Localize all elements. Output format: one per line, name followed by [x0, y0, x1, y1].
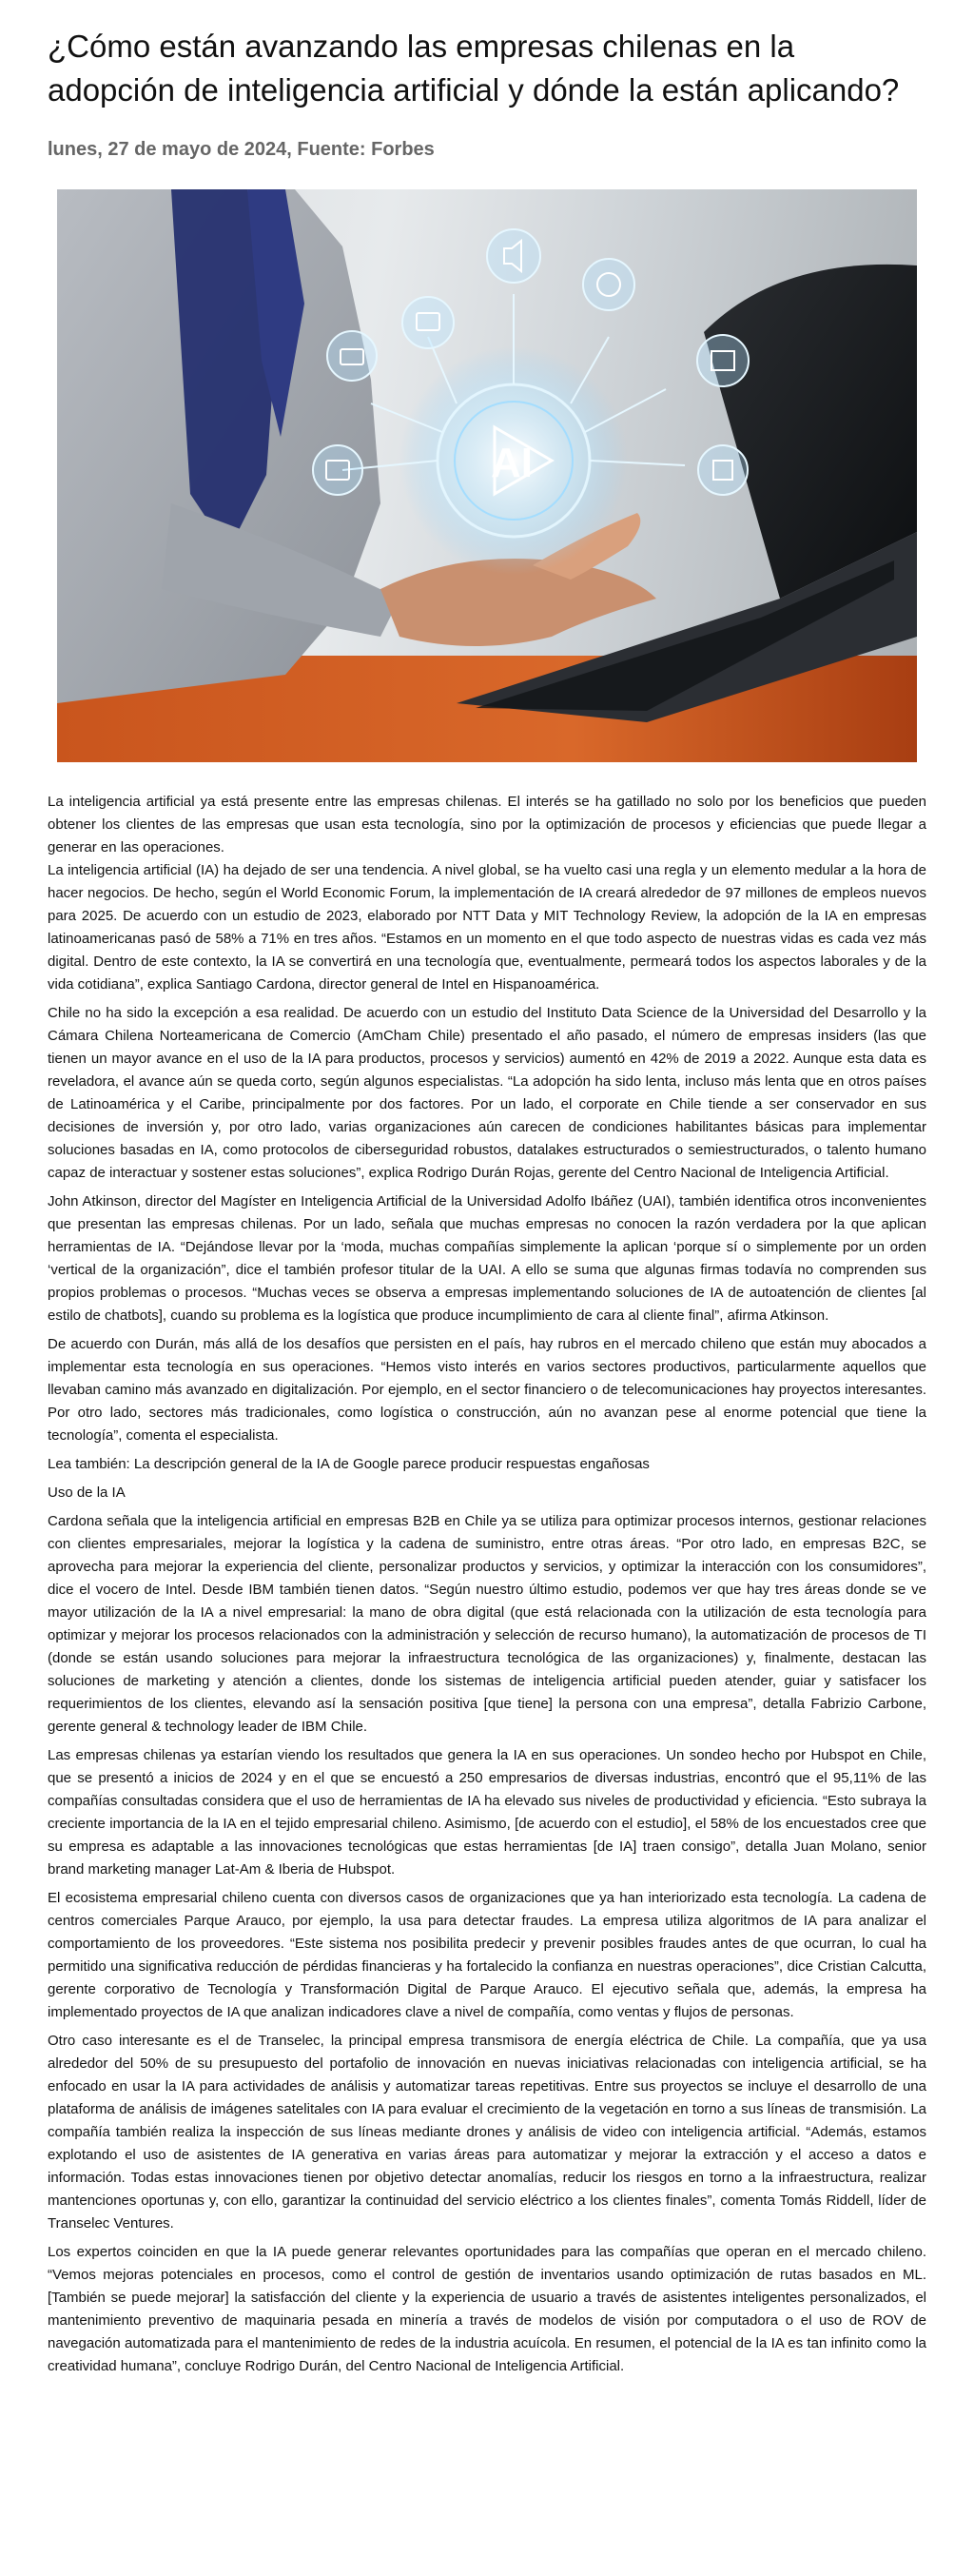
paragraph: La inteligencia artificial ya está presente entre las empresas chilenas. El interés se ha gatillado no solo por los beneficios que pueden obtener los clientes de las empresas que usan esta tecnología, sino por la optimización de procesos y eficiencias que puede llegar a generar en las operaciones. — [48, 794, 926, 855]
paragraph: La inteligencia artificial (IA) ha dejado de ser una tendencia. A nivel global, se ha vuelto casi una regla y un elemento medular a la hora de hacer negocios. De hecho, según el World Economic Forum, la implementación de IA creará alrededor de 97 millones de empleos nuevos para 2025. De acuerdo con un estudio de 2023, elaborado por NTT Data y MIT Technology Review, la adopción de la IA en empresas latinoamericanas pasó de 58% a 71% en tres años. “Estamos en un momento en el que todo aspecto de nuestras vidas es cada vez más digital. Dentro de este contexto, la IA se convertirá en una tecnología que, eventualmente, permeará todos los aspectos laborales y de la vida cotidiana”, explica Santiago Cardona, director general de Intel en Hispanoamérica. — [48, 862, 926, 993]
paragraph: John Atkinson, director del Magíster en Inteligencia Artificial de la Universidad Adolfo Ibáñez (UAI), también identifica otros inconvenientes que presentan las empresas chilenas. Por un lado, señala que muchas empresas no conocen la razón verdadera por la que aplican herramientas de IA. “Dejándose llevar por la ‘moda, muchas compañías simplemente la aplican ‘porque sí o simplemente por un orden ‘vertical de la organización”, dice el también profesor titular de la UAI. A ello se suma que algunas firmas todavía no comprenden sus propios problemas o procesos. “Muchas veces se observa a empresas implementando soluciones de IA de autoatención de clientes [al estilo de chatbots], cuando su problema es la logística que produce incumplimiento de cara al cliente final”, afirma Atkinson. — [48, 1193, 926, 1324]
paragraph: Los expertos coinciden en que la IA puede generar relevantes oportunidades para las compañías que operan en el mercado chileno. “Vemos mejoras potenciales en procesos, como el control de gestión de inventarios usando optimización de rutas basados en ML. [También se puede mejorar] la satisfacción del cliente y la experiencia de usuario a través de asistentes inteligentes personalizados, el mantenimiento preventivo de maquinaria pesada en minería a través de modelos de visión por computadora o el uso de ROV de navegación automatizada para el mantenimiento de redes de la industria acuícola. En resumen, el potencial de la IA es tan infinito como la creatividad humana”, concluye Rodrigo Durán, del Centro Nacional de Inteligencia Artificial. — [48, 2244, 926, 2374]
article-body — [48, 791, 926, 2378]
paragraph: Chile no ha sido la excepción a esa realidad. De acuerdo con un estudio del Instituto Data Science de la Universidad del Desarrollo y la Cámara Chilena Norteamericana de Comercio (AmCham Chile) presentado el año pasado, el número de empresas insiders (las que tienen un mayor avance en el uso de la IA para productos, procesos y servicios) aumentó en 42% de 2019 a 2022. Aunque esta data es reveladora, el avance aún se queda corto, según algunos especialistas. “La adopción ha sido lenta, incluso más lenta que en otros países de Latinoamérica y el Caribe, principalmente por dos factores. Por un lado, el corporate en Chile tiende a ser conservador en sus decisiones de inversión y, por otro lado, varias organizaciones aún carecen de condiciones habilitantes básicas para implementar soluciones basadas en IA, como protocolos de ciberseguridad robustos, datalakes estructurados o semiestructurados, o talento humano capaz de interactuar y sostener estas soluciones”, explica Rodrigo Durán Rojas, gerente del Centro Nacional de Inteligencia Artificial. — [48, 1005, 926, 1181]
article-title: ¿Cómo están avanzando las empresas chilenas en la adopción de inteligencia artificial y dónde la están aplicando? — [48, 29, 900, 108]
paragraph: De acuerdo con Durán, más allá de los desafíos que persisten en el país, hay rubros en el mercado chileno que están muy abocados a implementar esta tecnología en sus operaciones. “Hemos visto interés en varios sectores productivos, particularmente aquellos que llevaban camino más avanzado en digitalización. Por ejemplo, en el sector financiero o de telecomunicaciones hay proyectos interesantes. Por otro lado, sectores más tradicionales, como logística o construcción, aún no avanzan pese al enorme potencial que tiene la tecnología”, comenta el especialista. — [48, 1336, 926, 1444]
paragraph: Otro caso interesante es el de Transelec, la principal empresa transmisora de energía eléctrica de Chile. La compañía, que ya usa alrededor del 50% de su presupuesto del portafolio de innovación en nuevas iniciativas relacionadas con inteligencia artificial, se ha enfocado en usar la IA para actividades de análisis y automatizar tareas repetitivas. Entre sus proyectos se incluye el desarrollo de una plataforma de análisis de imágenes satelitales con IA para evaluar el crecimiento de la vegetación en torno a sus líneas de transmisión. La compañía también realiza la inspección de sus líneas mediante drones y análisis de video con inteligencia artificial. “Además, estamos explotando el uso de asistentes de IA generativa en varias áreas para automatizar y mejorar la extracción y el acceso a datos e información. Todas estas innovaciones tienen por objetivo detectar anomalías, reducir los riesgos en torno a la infraestructura, realizar mantenciones oportunas y, con ello, garantizar la continuidad del servicio eléctrico a los clientes finales”, comenta Tomás Riddell, líder de Transelec Ventures. — [48, 2033, 926, 2232]
paragraph: El ecosistema empresarial chileno cuenta con diversos casos de organizaciones que ya han interiorizado esta tecnología. La cadena de centros comerciales Parque Arauco, por ejemplo, la usa para detectar fraudes. La empresa utiliza algoritmos de IA para analizar el comportamiento de los proveedores. “Este sistema nos posibilita predecir y prevenir posibles fraudes antes de que ocurran, lo cual ha permitido una significativa reducción de pérdidas financieras y ha fortalecido la confianza en nuestras operaciones”, dice Cristian Calcutta, gerente corporativo de Tecnología y Transformación Digital de Parque Arauco. El ejecutivo señala que, además, la empresa ha implementado proyectos de IA que analizan indicadores clave a nivel de compañía, como ventas y flujos de personas. — [48, 1890, 926, 2020]
paragraph: Cardona señala que la inteligencia artificial en empresas B2B en Chile ya se utiliza para optimizar procesos internos, gestionar relaciones con clientes empresariales, mejorar la logística y la cadena de suministro, entre otras áreas. “Por otro lado, en empresas B2C, se aprovecha para mejorar la experiencia del cliente, personalizar productos y servicios, y optimizar la interacción con los consumidores”, dice el vocero de Intel. Desde IBM también tienen datos. “Según nuestro último estudio, podemos ver que hay tres áreas donde se ve mayor utilización de la IA a nivel empresarial: la mano de obra digital (que está relacionada con la utilización de esta tecnología para optimizar y mejorar los procesos relacionados con la administración y selección de recurso humano), la automatización de procesos de TI (donde se están usando soluciones para mejorar la infraestructura tecnológica de las organizaciones) y, finalmente, destacan las soluciones de marketing y atención a clientes, donde los sistemas de inteligencia artificial pueden atender, guiar y satisfacer los requerimientos de los clientes, elevando así la sensación positiva [que tiene] la persona con una empresa”, detalla Fabrizio Carbone, gerente general & technology leader de IBM Chile. — [48, 1513, 926, 1735]
hero-image — [57, 189, 917, 762]
section-heading: Uso de la IA — [48, 1485, 126, 1501]
ai-hand-illustration — [57, 189, 917, 762]
read-also-link[interactable]: Lea también: La descripción general de la IA de Google parece producir respuestas engañosas — [48, 1456, 650, 1472]
ai-label: AI — [491, 440, 533, 486]
paragraph: Las empresas chilenas ya estarían viendo los resultados que genera la IA en sus operaciones. Un sondeo hecho por Hubspot en Chile, que se presentó a inicios de 2024 y en el que se encuestó a 250 empresarios de diversas industrias, encontró que el 95,11% de las compañías consultadas considera que el uso de herramientas de IA ha elevado sus niveles de productividad y eficiencia. “Esto subraya la creciente importancia de la IA en el tejido empresarial chileno. Asimismo, [de acuerdo con el estudio], el 58% de los encuestados cree que su empresa es adaptable a las innovaciones tecnológicas que estas herramientas [de IA] traen consigo”, detalla Juan Molano, senior brand marketing manager Lat-Am & Iberia de Hubspot. — [48, 1747, 926, 1878]
article-dateline: lunes, 27 de mayo de 2024, Fuente: Forbes — [48, 139, 435, 160]
